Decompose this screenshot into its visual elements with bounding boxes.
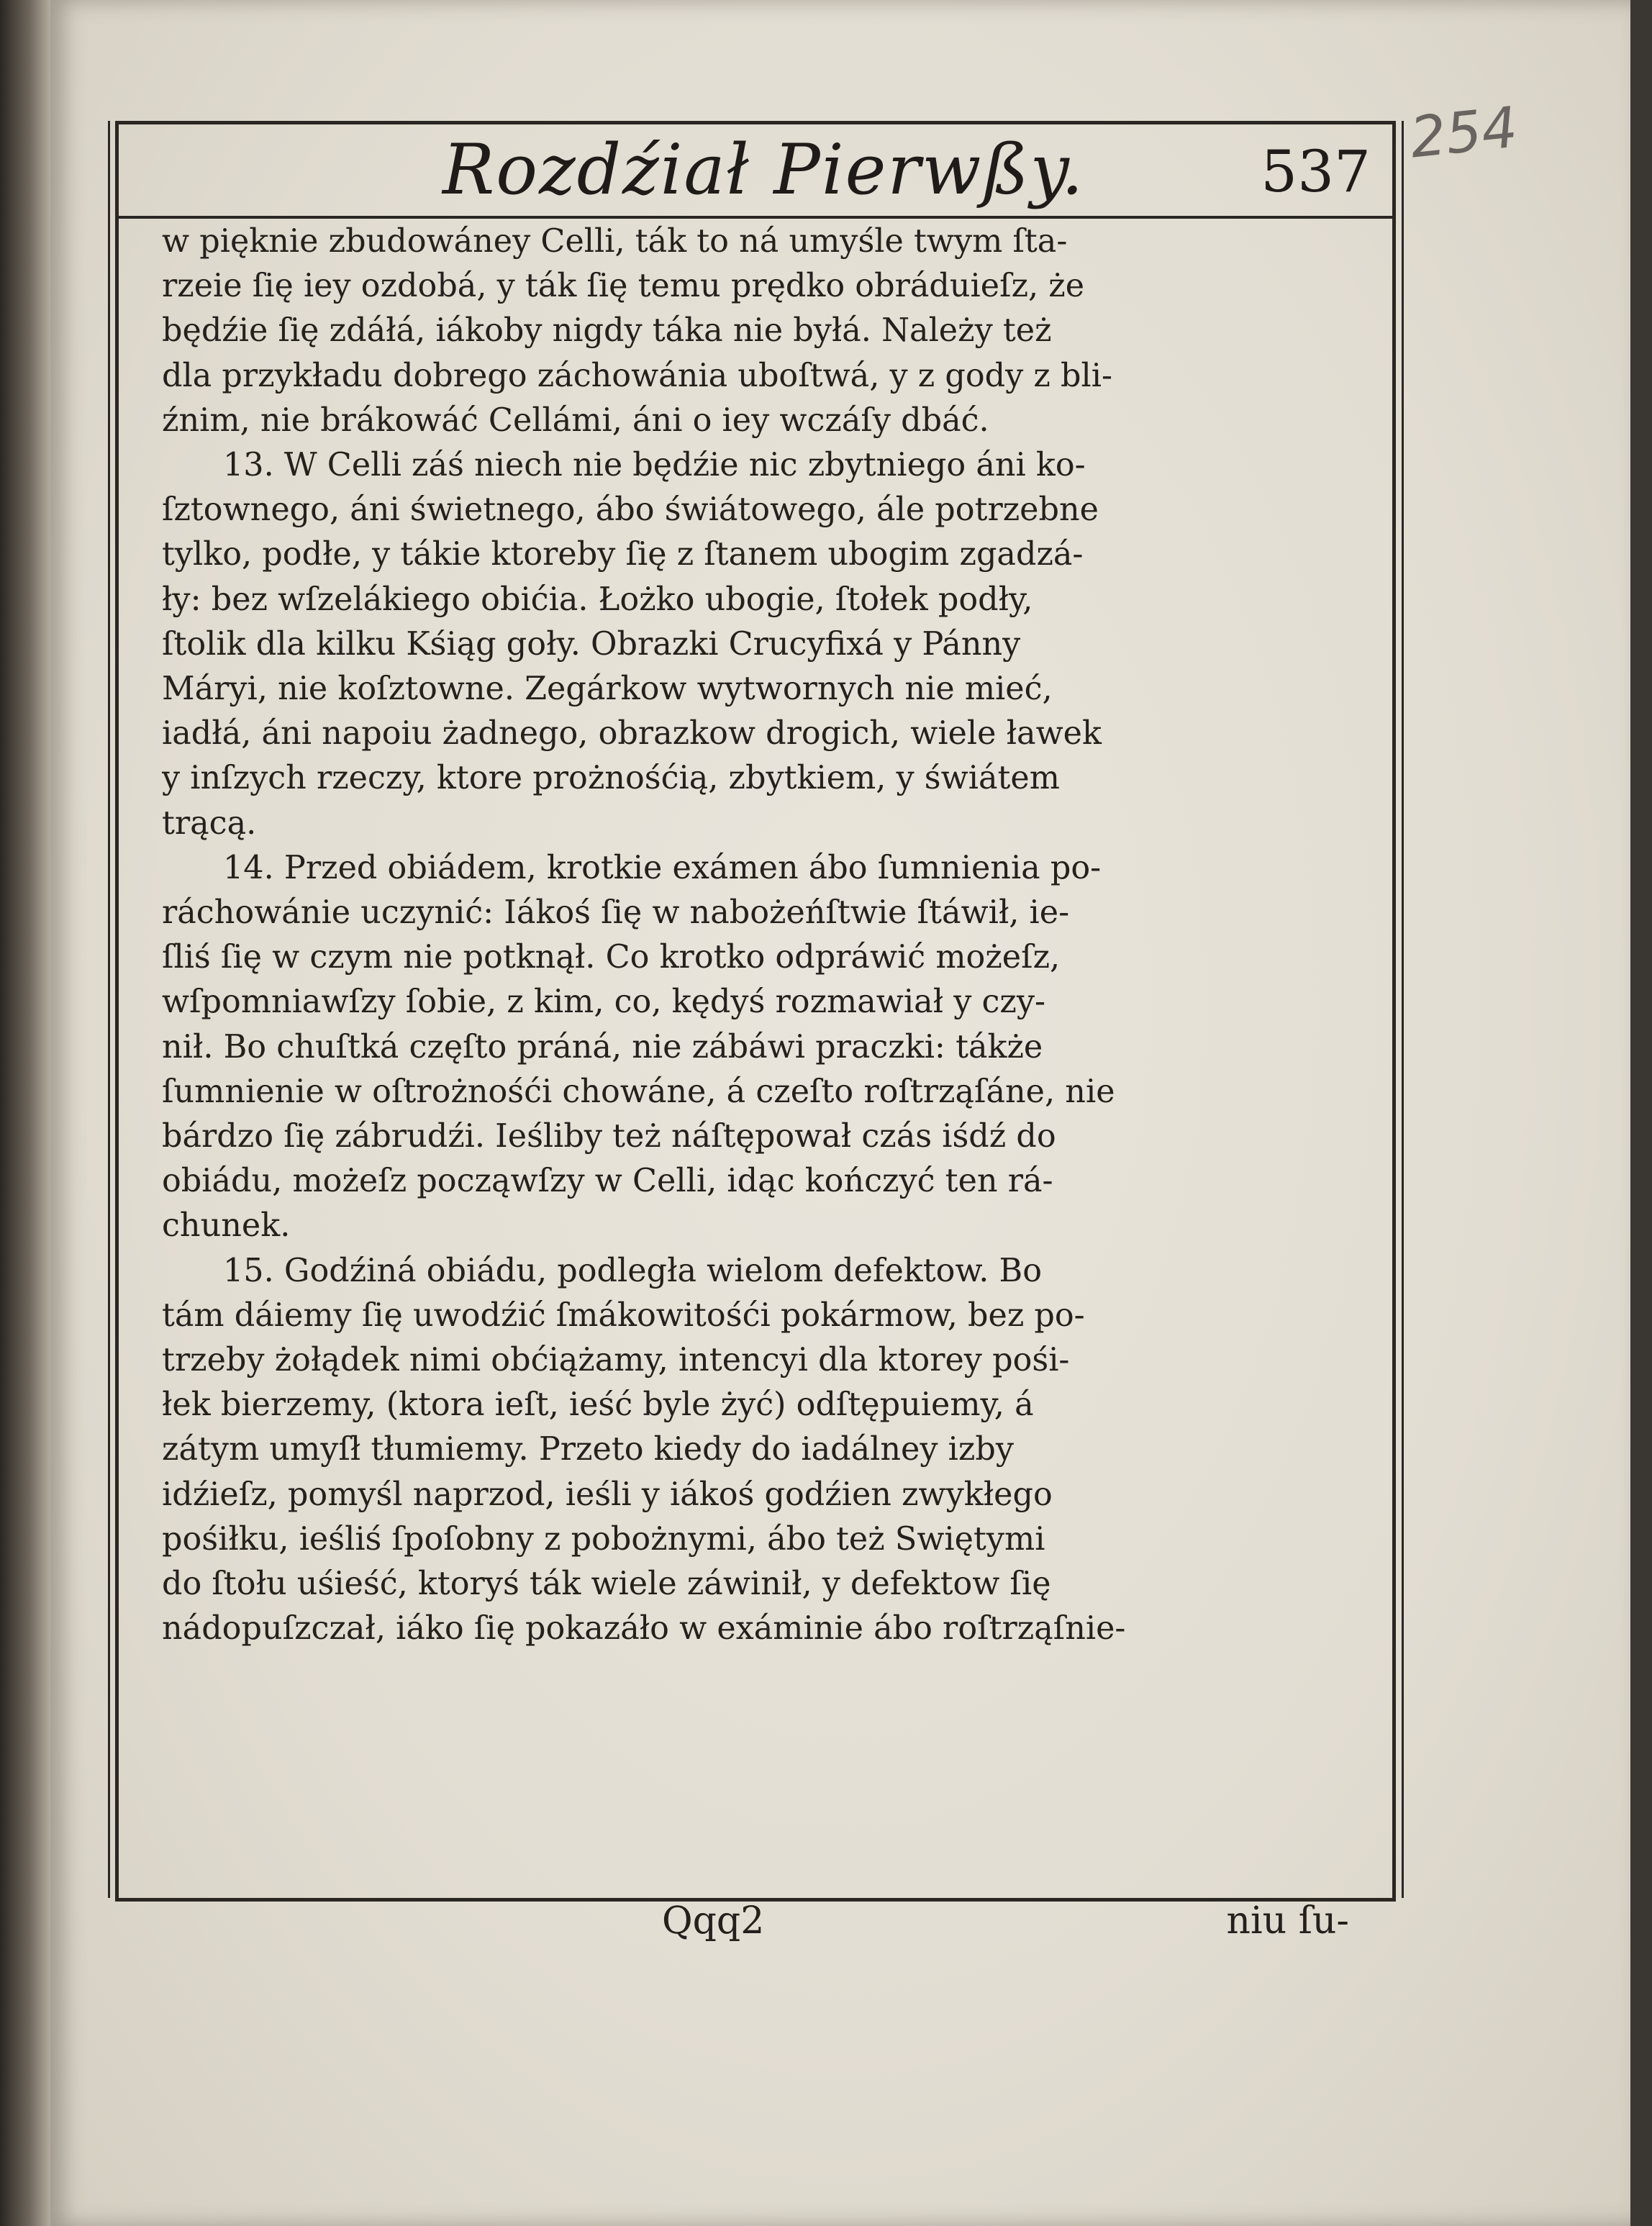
page-header [126, 130, 1378, 222]
text-line: Máryi, nie koſztowne. Zegárkow wytwornych nie mieć, [162, 671, 1053, 708]
text-line: obiádu, możeſz począwſzy w Celli, idąc kończyć ten rá- [162, 1163, 1053, 1200]
text-line: trącą. [162, 804, 257, 842]
text-line: ły: bez wſzelákiego obićia. Łożko ubogie, ſtołek podły, [162, 581, 1033, 618]
running-title: Rozdźiał Pierwßy. [442, 130, 1085, 210]
text-line: dla przykładu dobrego záchowánia uboſtwá, y z gody z bli- [162, 357, 1112, 394]
text-line: pośiłku, ieśliś ſpoſobny z pobożnymi, ábo też Swiętymi [162, 1520, 1045, 1558]
page-footer [126, 1899, 1378, 1971]
body-text [162, 219, 1371, 1652]
text-line: tám dáiemy ſię uwodźić ſmákowitośći pokármow, bez po- [162, 1296, 1085, 1334]
paragraph-start-15: 15. Godźiná obiádu, podległa wielom defektow. Bo [223, 1252, 1043, 1289]
text-line: y inſzych rzeczy, ktore prożnośćią, zbytkiem, y świátem [162, 760, 1060, 797]
text-line: ſtolik dla kilku Kśiąg goły. Obrazki Crucyfixá y Pánny [162, 625, 1021, 663]
text-line: ſliś ſię w czym nie potknął. Co krotko odpráwić możeſz, [162, 939, 1061, 976]
text-line: bárdzo ſię zábrudźi. Ieśliby też náſtępował czás iśdź do [162, 1118, 1056, 1155]
signature-mark: Qqq2 [662, 1899, 765, 1943]
text-line: idźieſz, pomyśl naprzod, ieśli y iákoś godźien zwykłego [162, 1476, 1053, 1513]
frame-rule-left [108, 121, 110, 1898]
text-line: rzeie ſię iey ozdobá, y ták ſię temu prędko obráduieſz, że [162, 268, 1085, 305]
text-line: zátym umyſł tłumiemy. Przeto kiedy do iadálney izby [162, 1431, 1014, 1468]
text-line: w pięknie zbudowáney Celli, ták to ná umyśle twym ſta- [162, 223, 1068, 260]
text-line: będźie ſię zdáłá, iákoby nigdy táka nie byłá. Należy też [162, 312, 1052, 350]
paragraph-start-14: 14. Przed obiádem, krotkie exámen ábo ſumnienia po- [223, 849, 1102, 886]
paragraph-start-13: 13. W Celli záś niech nie będźie nic zbytniego áni ko- [223, 447, 1086, 484]
text-line: iadłá, áni napoiu żadnego, obrazkow drogich, wiele ławek [162, 715, 1102, 753]
text-line: wſpomniawſzy ſobie, z kim, co, kędyś rozmawiał y czy- [162, 983, 1046, 1021]
text-line: łek bierzemy, (ktora ieſt, ieść byle żyć) odſtępuiemy, á [162, 1386, 1034, 1424]
text-line: źnim, nie brákowáć Cellámi, áni o iey wczáſy dbáć. [162, 401, 989, 439]
page-number: 537 [1261, 138, 1371, 205]
frame-rule-right [1402, 121, 1404, 1898]
text-line: ſztownego, áni świetnego, ábo świátowego, ále potrzebne [162, 491, 1099, 529]
header-rule [115, 216, 1396, 219]
text-line: ráchowánie uczynić: Iákoś ſię w nabożeńſtwie ſtáwił, ie- [162, 894, 1070, 932]
margin-note: 254 [1407, 95, 1521, 171]
text-line: nádopuſzczał, iáko ſię pokazáło w exáminie ábo roſtrząſnie- [162, 1610, 1126, 1648]
text-line: do ſtołu uśieść, ktoryś ták wiele záwinił, y defektow ſię [162, 1566, 1051, 1603]
text-line: ſumnienie w oſtrożnośći chowáne, á czeſto roſtrząſáne, nie [162, 1073, 1115, 1110]
text-line: trzeby żołądek nimi obćiążamy, intencyi dla ktorey pośi- [162, 1342, 1070, 1379]
text-line: chunek. [162, 1207, 291, 1245]
catchword: niu ſu- [1226, 1899, 1349, 1943]
text-line: tylko, podłe, y tákie ktoreby ſię z ſtanem ubogim zgadzá- [162, 536, 1084, 573]
text-line: nił. Bo chuſtká częſto práná, nie zábáwi praczki: tákże [162, 1028, 1043, 1066]
